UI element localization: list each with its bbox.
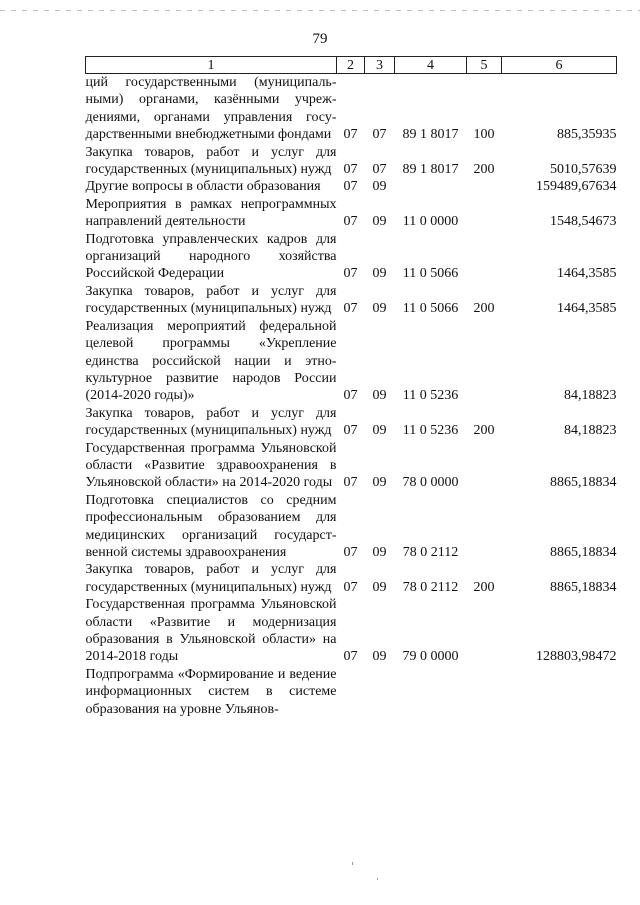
row-amount-cell: 128803,98472	[536, 649, 617, 665]
row-section-cell: 07	[343, 266, 358, 282]
row-expense-type-cell: 200	[473, 162, 495, 178]
row-name-cell: Мероприятия в рамках непрограммных направлений деятельности	[85, 196, 337, 230]
row-name-cell: Государственная программа Ульяновской области «Развитие здравоохранения в Ульяновской области» на 2014-2020 годы	[85, 440, 337, 491]
row-amount-cell: 8865,18834	[550, 579, 617, 595]
table-header	[86, 57, 617, 74]
row-target-article-cell: 89 1 8017	[402, 127, 459, 143]
scan-speck	[352, 862, 353, 865]
row-target-article-cell: 11 0 5236	[402, 388, 459, 404]
row-amount-cell: 1464,3585	[557, 301, 617, 317]
table-row	[86, 231, 617, 283]
row-name-cell: Подготовка управленческих кадров для организаций народного хозяйства Российской Федерации	[85, 231, 337, 282]
row-name-cell: Закупка товаров, работ и услуг для государственных (муниципальных) нужд	[85, 405, 337, 439]
row-target-article-cell: 78 0 0000	[402, 475, 459, 491]
row-amount-cell: 1548,54673	[550, 214, 617, 230]
header-row	[86, 57, 617, 74]
row-name-cell: Другие вопросы в области образования	[85, 179, 321, 195]
table-row	[86, 196, 617, 231]
row-section-cell: 07	[343, 127, 358, 143]
table-row	[86, 561, 617, 596]
row-subsection-cell: 09	[372, 649, 387, 665]
column-header-section: 2	[337, 57, 365, 74]
row-target-article-cell: 89 1 8017	[402, 162, 459, 178]
row-expense-type-cell	[467, 492, 502, 562]
row-section-cell: 07	[343, 579, 358, 595]
table-row	[86, 74, 617, 144]
row-target-article-cell: 11 0 5066	[402, 301, 459, 317]
row-amount-cell: 8865,18834	[550, 544, 617, 560]
row-expense-type-cell: 200	[473, 301, 495, 317]
row-section-cell: 07	[343, 301, 358, 317]
row-amount-cell: 84,18823	[564, 388, 617, 404]
row-amount-cell: 1464,3585	[557, 266, 617, 282]
row-name-cell: Реализация мероприятий федеральной целевой программы «Укрепление единства российской нации и этнокультурное развитие народов России (2014-2020 годы)»	[85, 318, 337, 404]
column-header-expense-type: 5	[467, 57, 502, 74]
row-section-cell: 07	[343, 649, 358, 665]
row-subsection-cell: 07	[372, 127, 387, 143]
row-subsection-cell: 09	[372, 266, 387, 282]
table-row	[86, 596, 617, 666]
row-amount-cell: 159489,67634	[536, 179, 617, 195]
row-subsection-cell: 09	[372, 301, 387, 317]
row-expense-type-cell	[467, 178, 502, 195]
row-section-cell: 07	[343, 162, 358, 178]
table-row	[86, 144, 617, 179]
row-section-cell: 07	[343, 475, 358, 491]
row-target-article-cell	[395, 178, 467, 195]
row-name-cell: Закупка товаров, работ и услуг для государственных (муниципальных) нужд	[85, 562, 337, 595]
row-expense-type-cell: 200	[473, 579, 495, 595]
row-subsection-cell: 09	[372, 179, 387, 195]
scan-speck	[377, 878, 378, 880]
table-row	[86, 666, 617, 718]
row-target-article-cell	[395, 666, 467, 718]
row-name-cell: Государственная программа Ульяновской области «Развитие и модернизация образования в Ульяновской области» на 2014-2018 годы	[85, 597, 337, 665]
table-row	[86, 405, 617, 440]
row-expense-type-cell	[467, 196, 502, 231]
row-expense-type-cell	[467, 666, 502, 718]
row-section-cell: 07	[343, 388, 358, 404]
table-row	[86, 492, 617, 562]
row-amount-cell: 8865,18834	[550, 475, 617, 491]
row-section-cell: 07	[343, 544, 358, 560]
row-expense-type-cell	[467, 231, 502, 283]
row-amount-cell: 885,35935	[557, 127, 617, 143]
row-target-article-cell: 11 0 5066	[402, 266, 459, 282]
scan-artifact-line	[0, 10, 640, 11]
row-section-cell: 07	[343, 179, 358, 195]
column-header-target-article: 4	[395, 57, 467, 74]
row-section-cell: 07	[343, 423, 358, 439]
row-subsection-cell: 09	[372, 423, 387, 439]
column-header-amount: 6	[502, 57, 617, 74]
row-name-cell: Подпрограмма «Формирование и ведение информационных систем в системе образования на уровне Ульянов-	[85, 666, 337, 717]
row-amount-cell: 5010,57639	[550, 162, 617, 178]
row-name-cell: ций государственными (муниципальными) органами, казёнными учреждениями, органами управления государственными внебюджетными фондами	[85, 75, 337, 143]
row-name-cell: Подготовка специалистов со средним профессиональным образованием для медицинских организаций государственной системы здравоохранения	[85, 492, 337, 560]
table-row	[86, 440, 617, 492]
row-name-cell: Закупка товаров, работ и услуг для государственных (муниципальных) нужд	[85, 283, 337, 317]
row-target-article-cell: 78 0 2112	[402, 579, 459, 595]
row-target-article-cell: 11 0 5236	[402, 423, 459, 439]
row-subsection-cell	[365, 666, 395, 718]
row-target-article-cell: 11 0 0000	[402, 214, 459, 230]
row-target-article-cell: 79 0 0000	[402, 649, 459, 665]
column-header-subsection: 3	[365, 57, 395, 74]
row-subsection-cell: 07	[372, 162, 387, 178]
row-amount-cell	[502, 666, 617, 718]
table-row	[86, 318, 617, 405]
table-row	[86, 283, 617, 318]
budget-table	[85, 56, 617, 718]
table-row	[86, 178, 617, 195]
row-target-article-cell: 78 0 2112	[402, 544, 459, 560]
column-header-name: 1	[86, 57, 337, 74]
row-name-cell: Закупка товаров, работ и услуг для государственных (муниципальных) нужд	[85, 144, 337, 178]
row-section-cell: 07	[343, 214, 358, 230]
row-expense-type-cell	[467, 596, 502, 666]
table-body	[86, 74, 617, 719]
row-expense-type-cell	[467, 440, 502, 492]
row-expense-type-cell: 200	[473, 423, 495, 439]
row-expense-type-cell	[467, 318, 502, 405]
row-subsection-cell: 09	[372, 214, 387, 230]
row-subsection-cell: 09	[372, 579, 387, 595]
row-subsection-cell: 09	[372, 544, 387, 560]
row-amount-cell: 84,18823	[564, 423, 617, 439]
page-number: 79	[312, 31, 328, 47]
row-subsection-cell: 09	[372, 475, 387, 491]
row-expense-type-cell: 100	[473, 127, 495, 143]
row-section-cell	[337, 666, 365, 718]
row-subsection-cell: 09	[372, 388, 387, 404]
